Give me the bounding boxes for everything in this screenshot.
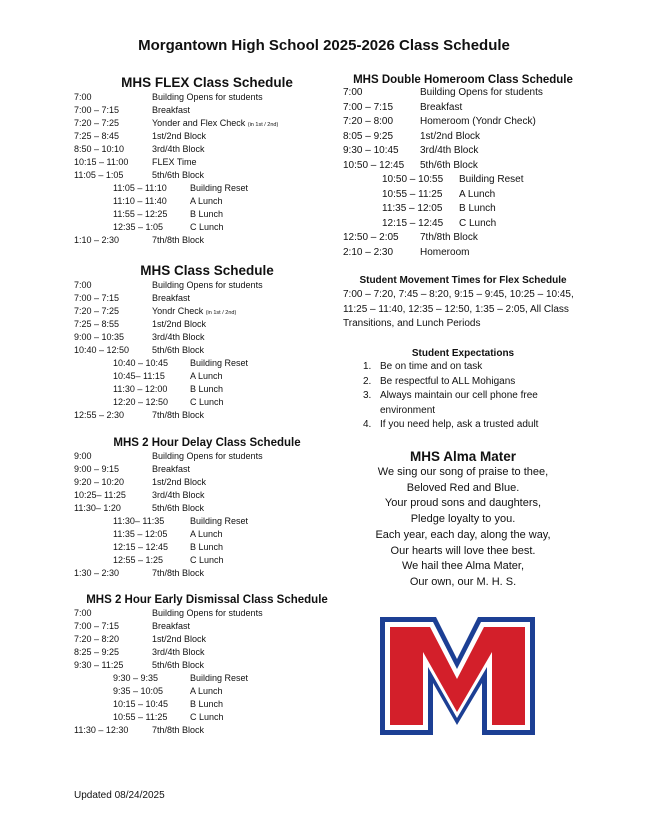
lunch-row bbox=[74, 515, 340, 528]
flex-schedule bbox=[74, 75, 340, 247]
early-schedule-title: MHS 2 Hour Early Dismissal Class Schedule bbox=[86, 594, 328, 606]
schedule-row bbox=[74, 607, 340, 620]
time-range: 7:00 bbox=[343, 87, 363, 98]
time-range: 11:10 – 11:40 bbox=[113, 196, 167, 206]
time-range: 7:00 – 7:15 bbox=[343, 101, 394, 113]
period-label: 1st/2nd Block bbox=[420, 130, 481, 142]
lunch-row bbox=[74, 182, 340, 195]
time-range: 9:30 – 9:35 bbox=[113, 673, 159, 683]
schedule-row bbox=[74, 130, 340, 143]
schedule-row bbox=[74, 633, 340, 646]
alma-mater-lyrics bbox=[343, 465, 583, 591]
time-range: 12:55 – 1:25 bbox=[113, 555, 164, 565]
time-range: 10:15 – 10:45 bbox=[113, 699, 169, 709]
schedule-row bbox=[343, 246, 583, 261]
time-range: 9:20 – 10:20 bbox=[74, 477, 125, 487]
alma-mater-line: We sing our song of praise to thee, bbox=[377, 466, 549, 478]
period-label: 7th/8th Block bbox=[420, 232, 478, 243]
expectation-item: 1. Be on time and on task bbox=[343, 360, 583, 375]
alma-mater-line: Each year, each day, along the way, bbox=[375, 528, 551, 541]
schedule-row bbox=[74, 409, 340, 422]
mhs-m-logo bbox=[380, 617, 535, 735]
lunch-row bbox=[343, 173, 583, 188]
lunch-row bbox=[74, 528, 340, 541]
period-label: C Lunch bbox=[190, 555, 224, 565]
period-label: B Lunch bbox=[190, 209, 224, 219]
period-label: A Lunch bbox=[190, 371, 223, 381]
period-label: A Lunch bbox=[459, 188, 496, 200]
movement-section bbox=[343, 275, 583, 332]
time-range: 9:35 – 10:05 bbox=[113, 686, 164, 696]
time-range: 11:55 – 12:25 bbox=[113, 209, 168, 219]
alma-mater-line: Beloved Red and Blue. bbox=[406, 481, 520, 494]
schedule-row bbox=[74, 91, 340, 104]
period-label: Yondr Check (in 1st / 2nd) bbox=[152, 306, 237, 316]
period-label: 5th/6th Block bbox=[152, 660, 205, 670]
expectation-number: 4. bbox=[363, 419, 372, 430]
schedule-row bbox=[74, 476, 340, 489]
period-label: 1st/2nd Block bbox=[152, 634, 207, 644]
time-range: 1:30 – 2:30 bbox=[74, 568, 120, 578]
period-label: 7th/8th Block bbox=[152, 410, 205, 420]
period-label: 7th/8th Block bbox=[152, 235, 205, 245]
time-range: 10:50 – 10:55 bbox=[382, 174, 444, 185]
period-label: C Lunch bbox=[190, 397, 224, 407]
schedule-row bbox=[74, 463, 340, 476]
alma-mater-line: Our own, our M. H. S. bbox=[409, 575, 517, 588]
schedule-row bbox=[343, 144, 583, 159]
time-range: 10:15 – 11:00 bbox=[74, 157, 129, 167]
flex-schedule-rows bbox=[74, 91, 340, 247]
time-range: 7:20 – 7:25 bbox=[74, 306, 120, 316]
schedule-row bbox=[74, 156, 340, 169]
delay-schedule-title: MHS 2 Hour Delay Class Schedule bbox=[113, 437, 301, 449]
period-label: Breakfast bbox=[152, 464, 191, 474]
time-range: 10:40 – 12:50 bbox=[74, 345, 130, 355]
time-range: 8:50 – 10:10 bbox=[74, 144, 125, 154]
expectation-item: 4. If you need help, ask a trusted adult bbox=[343, 418, 583, 433]
lunch-row bbox=[74, 554, 340, 567]
schedule-row bbox=[74, 331, 340, 344]
period-label: 5th/6th Block bbox=[152, 503, 205, 513]
time-range: 10:45– 11:15 bbox=[113, 371, 165, 381]
time-range: 12:20 – 12:50 bbox=[113, 397, 169, 407]
time-range: 12:15 – 12:45 bbox=[382, 217, 444, 229]
period-label: B Lunch bbox=[190, 384, 224, 394]
schedule-row bbox=[343, 130, 583, 145]
time-range: 10:55 – 11:25 bbox=[113, 712, 168, 722]
schedule-row bbox=[74, 567, 340, 580]
alma-mater-title: MHS Alma Mater bbox=[409, 449, 517, 464]
period-label: Building Opens for students bbox=[152, 280, 263, 290]
time-range: 10:55 – 11:25 bbox=[382, 188, 443, 200]
time-range: 9:30 – 11:25 bbox=[74, 660, 124, 670]
schedule-row bbox=[74, 318, 340, 331]
time-range: 7:00 bbox=[74, 92, 92, 102]
time-range: 9:30 – 10:45 bbox=[343, 145, 399, 156]
delay-schedule bbox=[74, 437, 340, 580]
period-label: 3rd/4th Block bbox=[152, 332, 205, 342]
period-label: Building Reset bbox=[190, 673, 249, 683]
regular-schedule bbox=[74, 263, 340, 422]
period-note: (in 1st / 2nd) bbox=[205, 310, 237, 316]
period-label: Building Reset bbox=[190, 183, 249, 193]
double-homeroom-title: MHS Double Homeroom Class Schedule bbox=[353, 74, 573, 86]
expectation-number: 3. bbox=[363, 390, 372, 401]
time-range: 7:20 – 8:00 bbox=[343, 116, 394, 127]
schedule-row bbox=[74, 169, 340, 182]
time-range: 9:00 – 9:15 bbox=[74, 464, 120, 474]
movement-title: Student Movement Times for Flex Schedule bbox=[359, 275, 567, 286]
lunch-row bbox=[74, 711, 340, 724]
schedule-row bbox=[74, 620, 340, 633]
lunch-row bbox=[74, 541, 340, 554]
lunch-row bbox=[74, 685, 340, 698]
lunch-row bbox=[343, 217, 583, 232]
time-range: 10:40 – 10:45 bbox=[113, 358, 169, 368]
schedule-row bbox=[343, 101, 583, 116]
regular-schedule-rows bbox=[74, 279, 340, 422]
alma-mater-line: Pledge loyalty to you. bbox=[410, 513, 516, 526]
period-label: 5th/6th Block bbox=[420, 159, 478, 171]
period-label: C Lunch bbox=[190, 222, 224, 232]
flex-schedule-title: MHS FLEX Class Schedule bbox=[121, 75, 293, 90]
time-range: 11:30– 1:20 bbox=[74, 503, 121, 513]
period-label: 3rd/4th Block bbox=[420, 145, 479, 156]
period-label: C Lunch bbox=[459, 217, 497, 229]
lunch-row bbox=[343, 188, 583, 203]
schedule-row bbox=[74, 344, 340, 357]
time-range: 1:10 – 2:30 bbox=[74, 235, 120, 245]
period-label: 1st/2nd Block bbox=[152, 319, 207, 329]
lunch-row bbox=[74, 221, 340, 234]
time-range: 11:35 – 12:05 bbox=[382, 203, 443, 214]
period-label: Breakfast bbox=[152, 105, 191, 115]
time-range: 12:35 – 1:05 bbox=[113, 222, 164, 232]
period-label: Building Reset bbox=[459, 174, 524, 185]
time-range: 11:05 – 11:10 bbox=[113, 183, 167, 193]
lunch-row bbox=[74, 383, 340, 396]
time-range: 7:20 – 7:25 bbox=[74, 118, 120, 128]
time-range: 7:00 – 7:15 bbox=[74, 293, 120, 303]
lunch-row bbox=[74, 195, 340, 208]
time-range: 9:00 bbox=[74, 451, 92, 461]
time-range: 7:25 – 8:55 bbox=[74, 319, 120, 329]
lunch-row bbox=[343, 202, 583, 217]
time-range: 11:35 – 12:05 bbox=[113, 529, 168, 539]
period-label: 3rd/4th Block bbox=[152, 490, 205, 500]
period-note: (in 1st / 2nd) bbox=[247, 122, 279, 128]
updated-date: Updated 08/24/2025 bbox=[74, 790, 165, 801]
period-label: Building Opens for students bbox=[420, 87, 543, 98]
early-schedule-rows bbox=[74, 607, 340, 737]
schedule-row bbox=[74, 659, 340, 672]
schedule-row bbox=[74, 724, 340, 737]
time-range: 11:30 – 12:30 bbox=[74, 725, 129, 735]
time-range: 8:05 – 9:25 bbox=[343, 130, 394, 142]
period-label: FLEX Time bbox=[152, 157, 197, 167]
time-range: 7:20 – 8:20 bbox=[74, 634, 120, 644]
schedule-row bbox=[74, 450, 340, 463]
time-range: 11:30 – 12:00 bbox=[113, 384, 168, 394]
period-label: 7th/8th Block bbox=[152, 568, 205, 578]
schedule-row bbox=[343, 115, 583, 130]
period-label: A Lunch bbox=[190, 686, 223, 696]
alma-mater-line: We hail thee Alma Mater, bbox=[401, 560, 525, 573]
time-range: 12:55 – 2:30 bbox=[74, 410, 125, 420]
period-label: Homeroom (Yondr Check) bbox=[420, 116, 536, 127]
alma-mater-line: Our hearts will love thee best. bbox=[390, 544, 536, 557]
period-label: B Lunch bbox=[190, 542, 224, 552]
period-label: 5th/6th Block bbox=[152, 345, 205, 355]
double-homeroom-rows bbox=[343, 86, 583, 260]
lunch-row bbox=[74, 357, 340, 370]
schedule-row bbox=[74, 279, 340, 292]
lunch-row bbox=[74, 698, 340, 711]
early-schedule bbox=[74, 594, 340, 737]
expectation-item: 2. Be respectful to ALL Mohigans bbox=[343, 375, 583, 390]
period-label: C Lunch bbox=[190, 712, 224, 722]
period-label: 1st/2nd Block bbox=[152, 477, 207, 487]
time-range: 7:00 – 7:15 bbox=[74, 621, 120, 631]
period-label: 5th/6th Block bbox=[152, 170, 205, 180]
time-range: 11:05 – 1:05 bbox=[74, 170, 124, 180]
period-label: A Lunch bbox=[190, 529, 223, 539]
schedule-row bbox=[74, 234, 340, 247]
regular-schedule-title: MHS Class Schedule bbox=[140, 263, 274, 278]
schedule-row bbox=[74, 305, 340, 318]
schedule-row bbox=[343, 159, 583, 174]
time-range: 10:25– 11:25 bbox=[74, 490, 126, 500]
expectation-number: 2. bbox=[363, 375, 372, 387]
period-label: Breakfast bbox=[152, 621, 191, 631]
lunch-row bbox=[74, 370, 340, 383]
period-label: 1st/2nd Block bbox=[152, 131, 207, 141]
page-title: Morgantown High School 2025-2026 Class Schedule bbox=[138, 37, 510, 54]
time-range: 7:00 bbox=[74, 608, 92, 618]
time-range: 7:00 bbox=[74, 280, 92, 290]
period-label: Building Reset bbox=[190, 516, 249, 526]
alma-mater-section bbox=[343, 449, 583, 591]
alma-mater-line: Your proud sons and daughters, bbox=[384, 497, 542, 510]
period-label: Breakfast bbox=[420, 101, 463, 113]
schedule-row bbox=[74, 489, 340, 502]
period-label: Homeroom bbox=[420, 246, 470, 258]
schedule-row bbox=[74, 646, 340, 659]
time-range: 2:10 – 2:30 bbox=[343, 246, 394, 258]
period-label: Breakfast bbox=[152, 293, 191, 303]
period-label: Building Opens for students bbox=[152, 92, 263, 102]
period-label: Building Reset bbox=[190, 358, 249, 368]
expectation-number: 1. bbox=[363, 361, 372, 372]
time-range: 12:15 – 12:45 bbox=[113, 542, 169, 552]
time-range: 8:25 – 9:25 bbox=[74, 647, 120, 657]
schedule-row bbox=[74, 143, 340, 156]
time-range: 10:50 – 12:45 bbox=[343, 159, 405, 171]
time-range: 9:00 – 10:35 bbox=[74, 332, 125, 342]
time-range: 11:30– 11:35 bbox=[113, 516, 165, 526]
period-label: B Lunch bbox=[459, 203, 496, 214]
period-label: 3rd/4th Block bbox=[152, 144, 205, 154]
schedule-row bbox=[74, 502, 340, 515]
schedule-row bbox=[74, 117, 340, 130]
period-label: A Lunch bbox=[190, 196, 223, 206]
expectations-section bbox=[343, 348, 583, 433]
time-range: 7:00 – 7:15 bbox=[74, 105, 120, 115]
schedule-row bbox=[343, 231, 583, 246]
period-label: Building Opens for students bbox=[152, 608, 263, 618]
movement-text: 7:00 – 7:20, 7:45 – 8:20, 9:15 – 9:45, 10:25 – 10:45, 11:25 – 11:40, 12:35 – 12:50, 1:35 – 2:05, All Class Transitions, and Lunch Periods bbox=[343, 289, 574, 329]
period-label: 7th/8th Block bbox=[152, 725, 205, 735]
expectations-title: Student Expectations bbox=[411, 348, 515, 359]
period-label: Building Opens for students bbox=[152, 451, 263, 461]
schedule-row bbox=[74, 104, 340, 117]
schedule-row bbox=[343, 86, 583, 101]
lunch-row bbox=[74, 672, 340, 685]
schedule-row bbox=[74, 292, 340, 305]
double-homeroom-schedule bbox=[343, 74, 583, 260]
period-label: 3rd/4th Block bbox=[152, 647, 205, 657]
period-label: Yonder and Flex Check (in 1st / 2nd) bbox=[152, 118, 279, 128]
period-label: B Lunch bbox=[190, 699, 224, 709]
delay-schedule-rows bbox=[74, 450, 340, 580]
expectations-list bbox=[343, 360, 583, 433]
lunch-row bbox=[74, 396, 340, 409]
time-range: 7:25 – 8:45 bbox=[74, 131, 120, 141]
time-range: 12:50 – 2:05 bbox=[343, 232, 399, 243]
lunch-row bbox=[74, 208, 340, 221]
expectation-item: 3. Always maintain our cell phone free environment bbox=[363, 390, 538, 416]
